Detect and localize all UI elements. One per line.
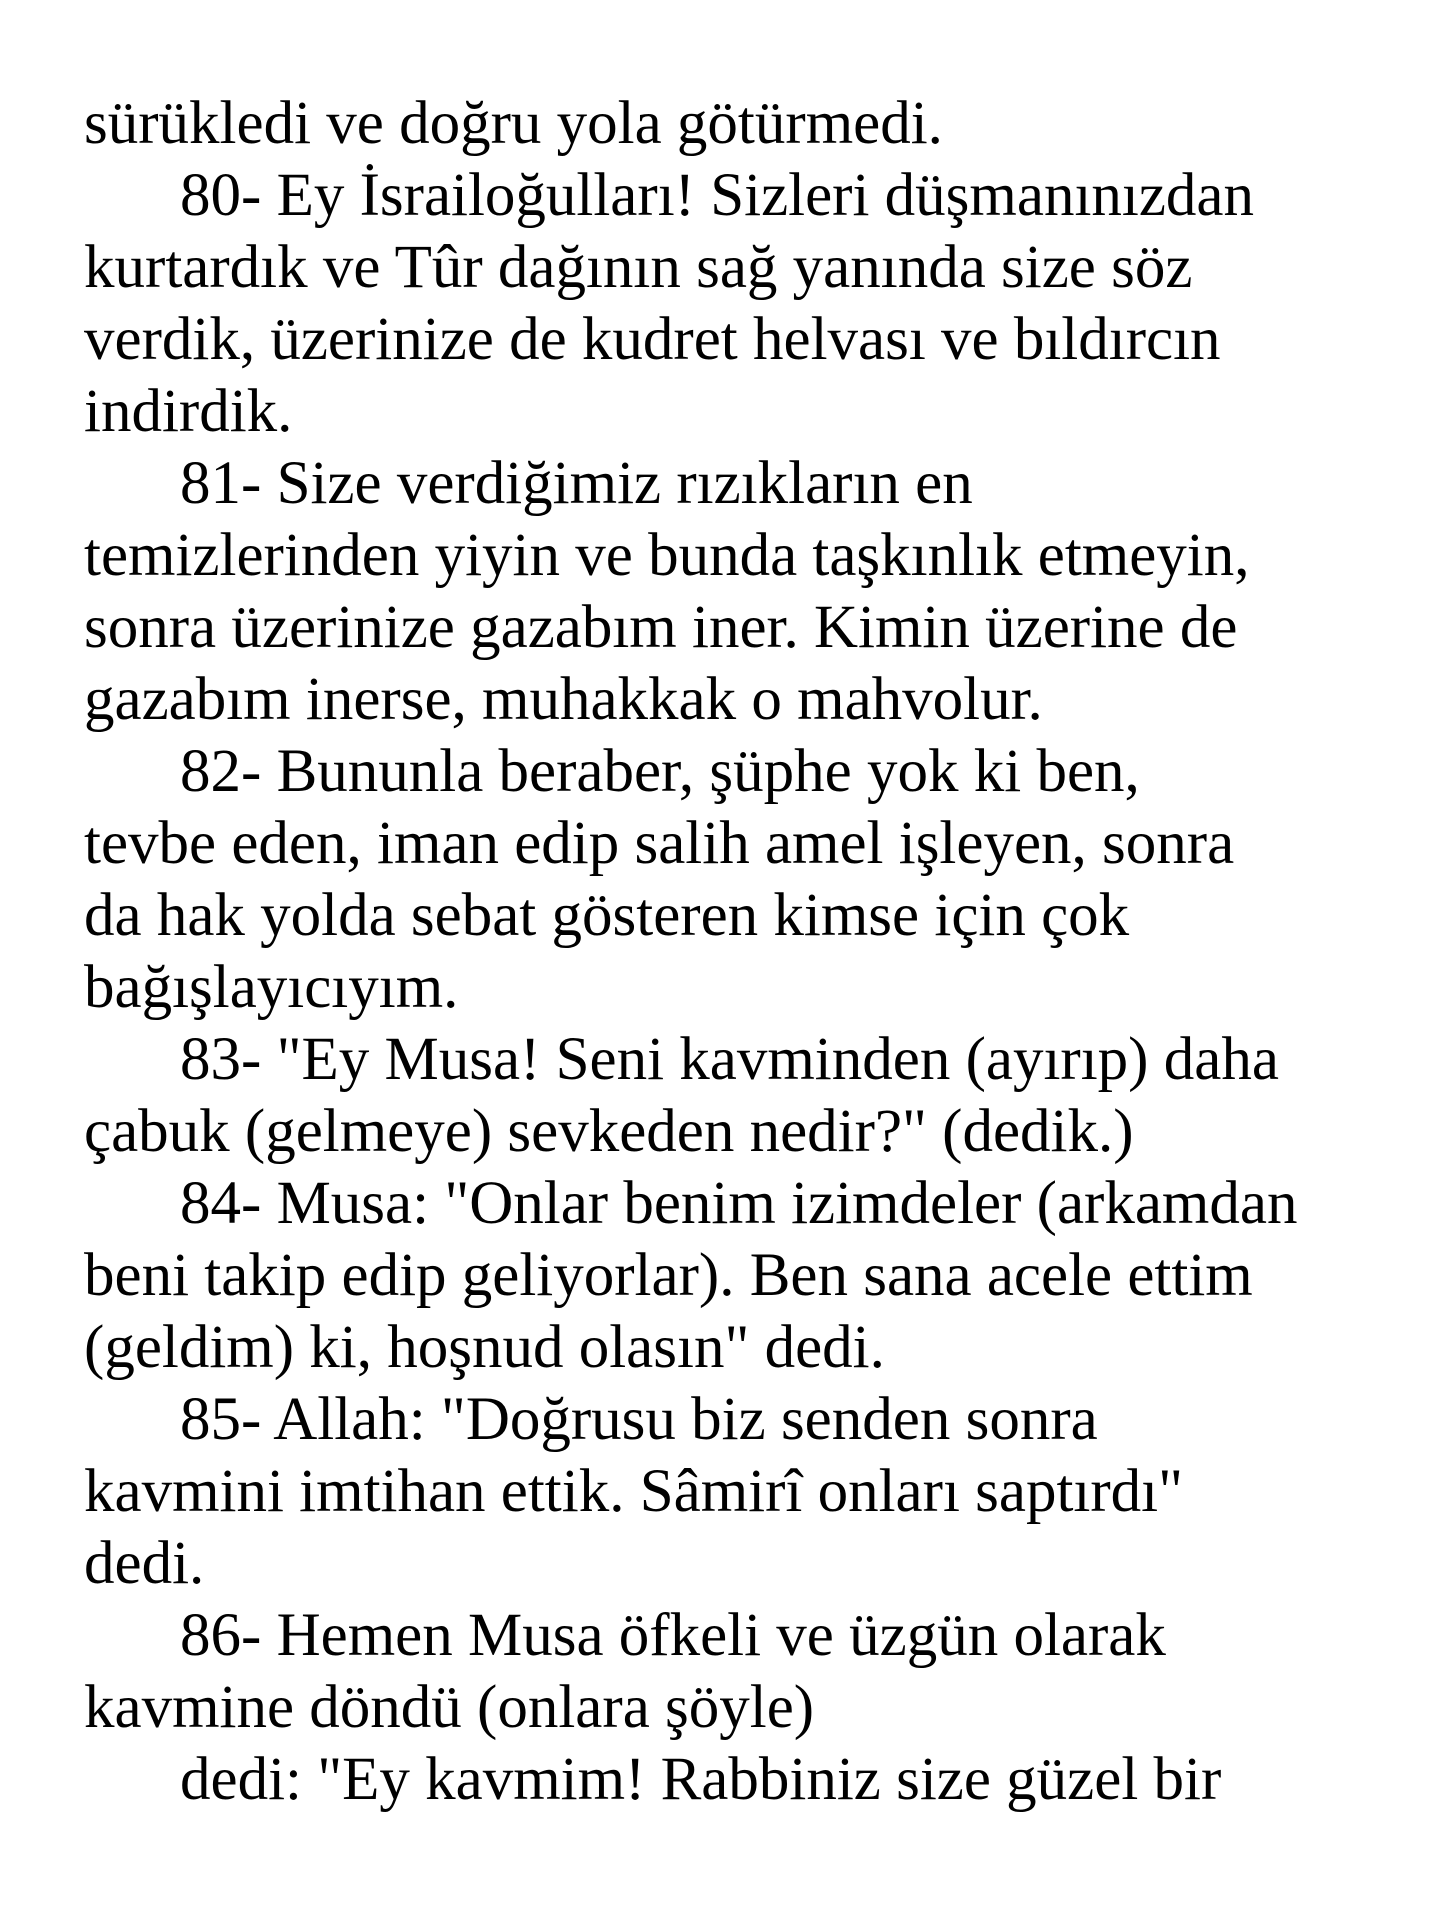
text-line: beni takip edip geliyorlar). Ben sana acele ettim (84, 1242, 1253, 1309)
text-line: kavmini imtihan ettik. Sâmirî onları saptırdı" (84, 1458, 1184, 1525)
verse-86-start: 86- Hemen Musa öfkeli ve üzgün olarak (180, 1602, 1166, 1669)
text-line: sonra üzerinize gazabım iner. Kimin üzerine de (84, 594, 1238, 661)
text-line: temizlerinden yiyin ve bunda taşkınlık etmeyin, (84, 522, 1250, 589)
text-line: çabuk (gelmeye) sevkeden nedir?" (dedik.) (84, 1098, 1134, 1165)
verse-85-start: 85- Allah: "Doğrusu biz senden sonra (180, 1386, 1098, 1453)
verse-82-start: 82- Bununla beraber, şüphe yok ki ben, (180, 738, 1140, 805)
text-line: da hak yolda sebat gösteren kimse için çok (84, 882, 1130, 949)
text-line: indirdik. (84, 378, 293, 445)
verse-text-block (84, 88, 1404, 1816)
text-line: bağışlayıcıyım. (84, 954, 459, 1021)
text-line: tevbe eden, iman edip salih amel işleyen, sonra (84, 810, 1235, 877)
text-line: sürükledi ve doğru yola götürmedi. (84, 90, 943, 157)
verse-83-start: 83- "Ey Musa! Seni kavminden (ayırıp) daha (180, 1026, 1279, 1093)
verse-80-start: 80- Ey İsrailoğulları! Sizleri düşmanınızdan (180, 162, 1254, 229)
text-line: dedi. (84, 1530, 205, 1597)
verse-81-start: 81- Size verdiğimiz rızıkların en (180, 450, 973, 517)
text-line: kavmine döndü (onlara şöyle) (84, 1674, 815, 1741)
text-line: dedi: "Ey kavmim! Rabbiniz size güzel bir (180, 1746, 1222, 1813)
text-line: kurtardık ve Tûr dağının sağ yanında size söz (84, 234, 1193, 301)
text-line: gazabım inerse, muhakkak o mahvolur. (84, 666, 1043, 733)
verse-84-start: 84- Musa: "Onlar benim izimdeler (arkamdan (180, 1170, 1298, 1237)
text-line: verdik, üzerinize de kudret helvası ve bıldırcın (84, 306, 1221, 373)
text-line: (geldim) ki, hoşnud olasın" dedi. (84, 1314, 885, 1381)
